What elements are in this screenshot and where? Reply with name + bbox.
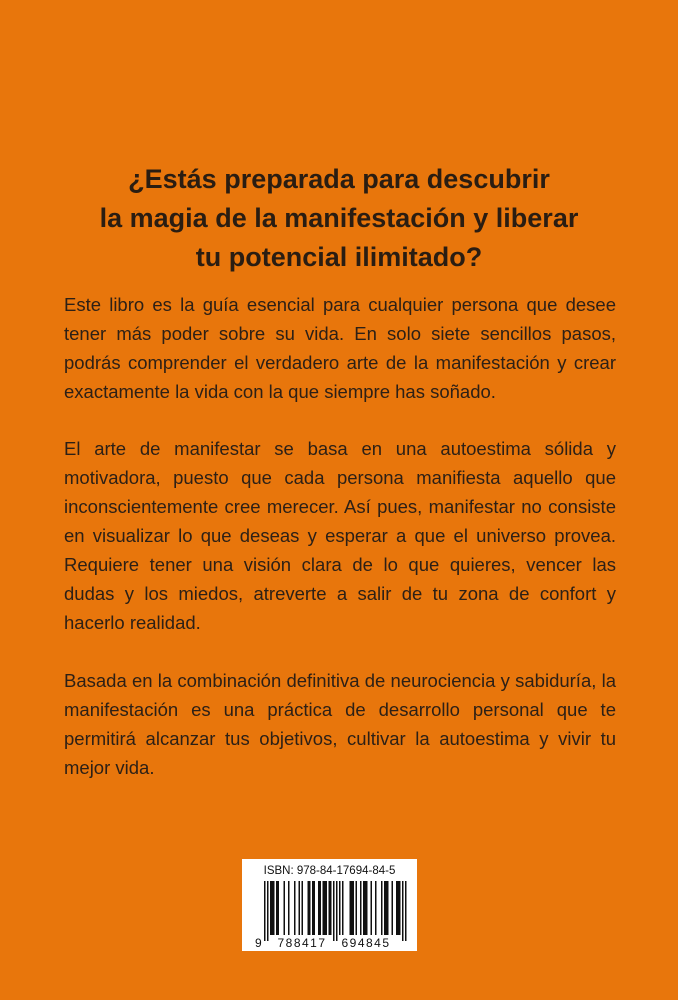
- barcode-bar: [324, 881, 326, 935]
- paragraph-closing: Basada en la combinación definitiva de neurociencia y sabiduría, la manifestación es una práctica de desarrollo personal que te permitirá alcanzar tus objetivos, cultivar la autoestima y vivir tu mejor vida.: [64, 670, 616, 778]
- barcode-bar: [366, 881, 368, 935]
- barcode-bar: [273, 881, 275, 935]
- barcode-bar: [363, 881, 365, 935]
- barcode-bar: [294, 881, 296, 935]
- barcode-bar: [270, 881, 272, 935]
- barcode-bar: [384, 881, 386, 935]
- barcode-bar: [276, 881, 278, 935]
- barcode-right-digits: 694845: [341, 936, 391, 950]
- barcode-bar: [342, 881, 344, 935]
- barcode-bar: [314, 881, 316, 935]
- barcode-first-digit: 9: [255, 936, 262, 950]
- barcode-bar: [323, 881, 325, 935]
- barcode-bar: [399, 881, 401, 935]
- barcode-bar: [402, 881, 404, 941]
- barcode-bars: [264, 881, 407, 941]
- headline-line: la magia de la manifestación y liberar: [99, 203, 579, 233]
- barcode-bar: [308, 881, 310, 935]
- barcode-bar: [350, 881, 352, 935]
- barcode-bar: [371, 881, 373, 935]
- barcode-bar: [405, 881, 407, 941]
- barcode-bar: [312, 881, 314, 935]
- barcode-bar: [392, 881, 394, 935]
- barcode-bar: [375, 881, 377, 935]
- barcode-bar: [336, 881, 338, 941]
- paragraph-intro: Este libro es la guía esencial para cualquier persona que desee tener más poder sobre su vida. En solo siete sencillos pasos, podrás comprender el verdadero arte de la manifestación y crear exactamente la vida con la que siempre has soñado.: [64, 294, 616, 402]
- barcode-bar: [398, 881, 400, 935]
- barcode-bar: [353, 881, 355, 935]
- barcode-bar: [320, 881, 322, 935]
- paragraph-art: El arte de manifestar se basa en una autoestima sólida y motivadora, puesto que cada persona manifiesta aquello que inconscientemente cree merecer. Así pues, manifestar no consiste en visualizar lo que deseas y esperar a que el universo provea. Requiere tener una visión clara de lo que quieres, vencer las dudas y los miedos, atreverte a salir de tu zona de confort y hacerlo realidad.: [64, 438, 616, 633]
- barcode-bar: [351, 881, 353, 935]
- barcode-bar: [360, 881, 362, 935]
- isbn-barcode-box: [242, 859, 417, 951]
- barcode-bar: [396, 881, 398, 935]
- barcode-bar: [272, 881, 274, 935]
- barcode-bar: [387, 881, 389, 935]
- barcode-bar: [318, 881, 320, 935]
- headline-line: ¿Estás preparada para descubrir: [128, 164, 550, 194]
- isbn-label: ISBN: 978-84-17694-84-5: [263, 865, 396, 877]
- barcode-bar: [356, 881, 358, 935]
- barcode-bar: [267, 881, 269, 941]
- barcode-bar: [302, 881, 304, 935]
- barcode-bar: [386, 881, 388, 935]
- barcode-bar: [333, 881, 335, 941]
- headline-line: tu potencial ilimitado?: [195, 242, 483, 272]
- barcode-left-digits: 788417: [277, 936, 327, 950]
- barcode-bar: [264, 881, 266, 941]
- barcode-bar: [365, 881, 367, 935]
- barcode-bar: [330, 881, 332, 935]
- barcode-bar: [381, 881, 383, 935]
- barcode-bar: [299, 881, 301, 935]
- barcode-bar: [288, 881, 290, 935]
- barcode-bar: [326, 881, 328, 935]
- barcode-bar: [309, 881, 311, 935]
- barcode-bar: [284, 881, 286, 935]
- barcode-bar: [278, 881, 280, 935]
- barcode-icon: [242, 859, 417, 951]
- headline: [60, 160, 618, 277]
- barcode-bar: [339, 881, 341, 935]
- barcode-bar: [329, 881, 331, 935]
